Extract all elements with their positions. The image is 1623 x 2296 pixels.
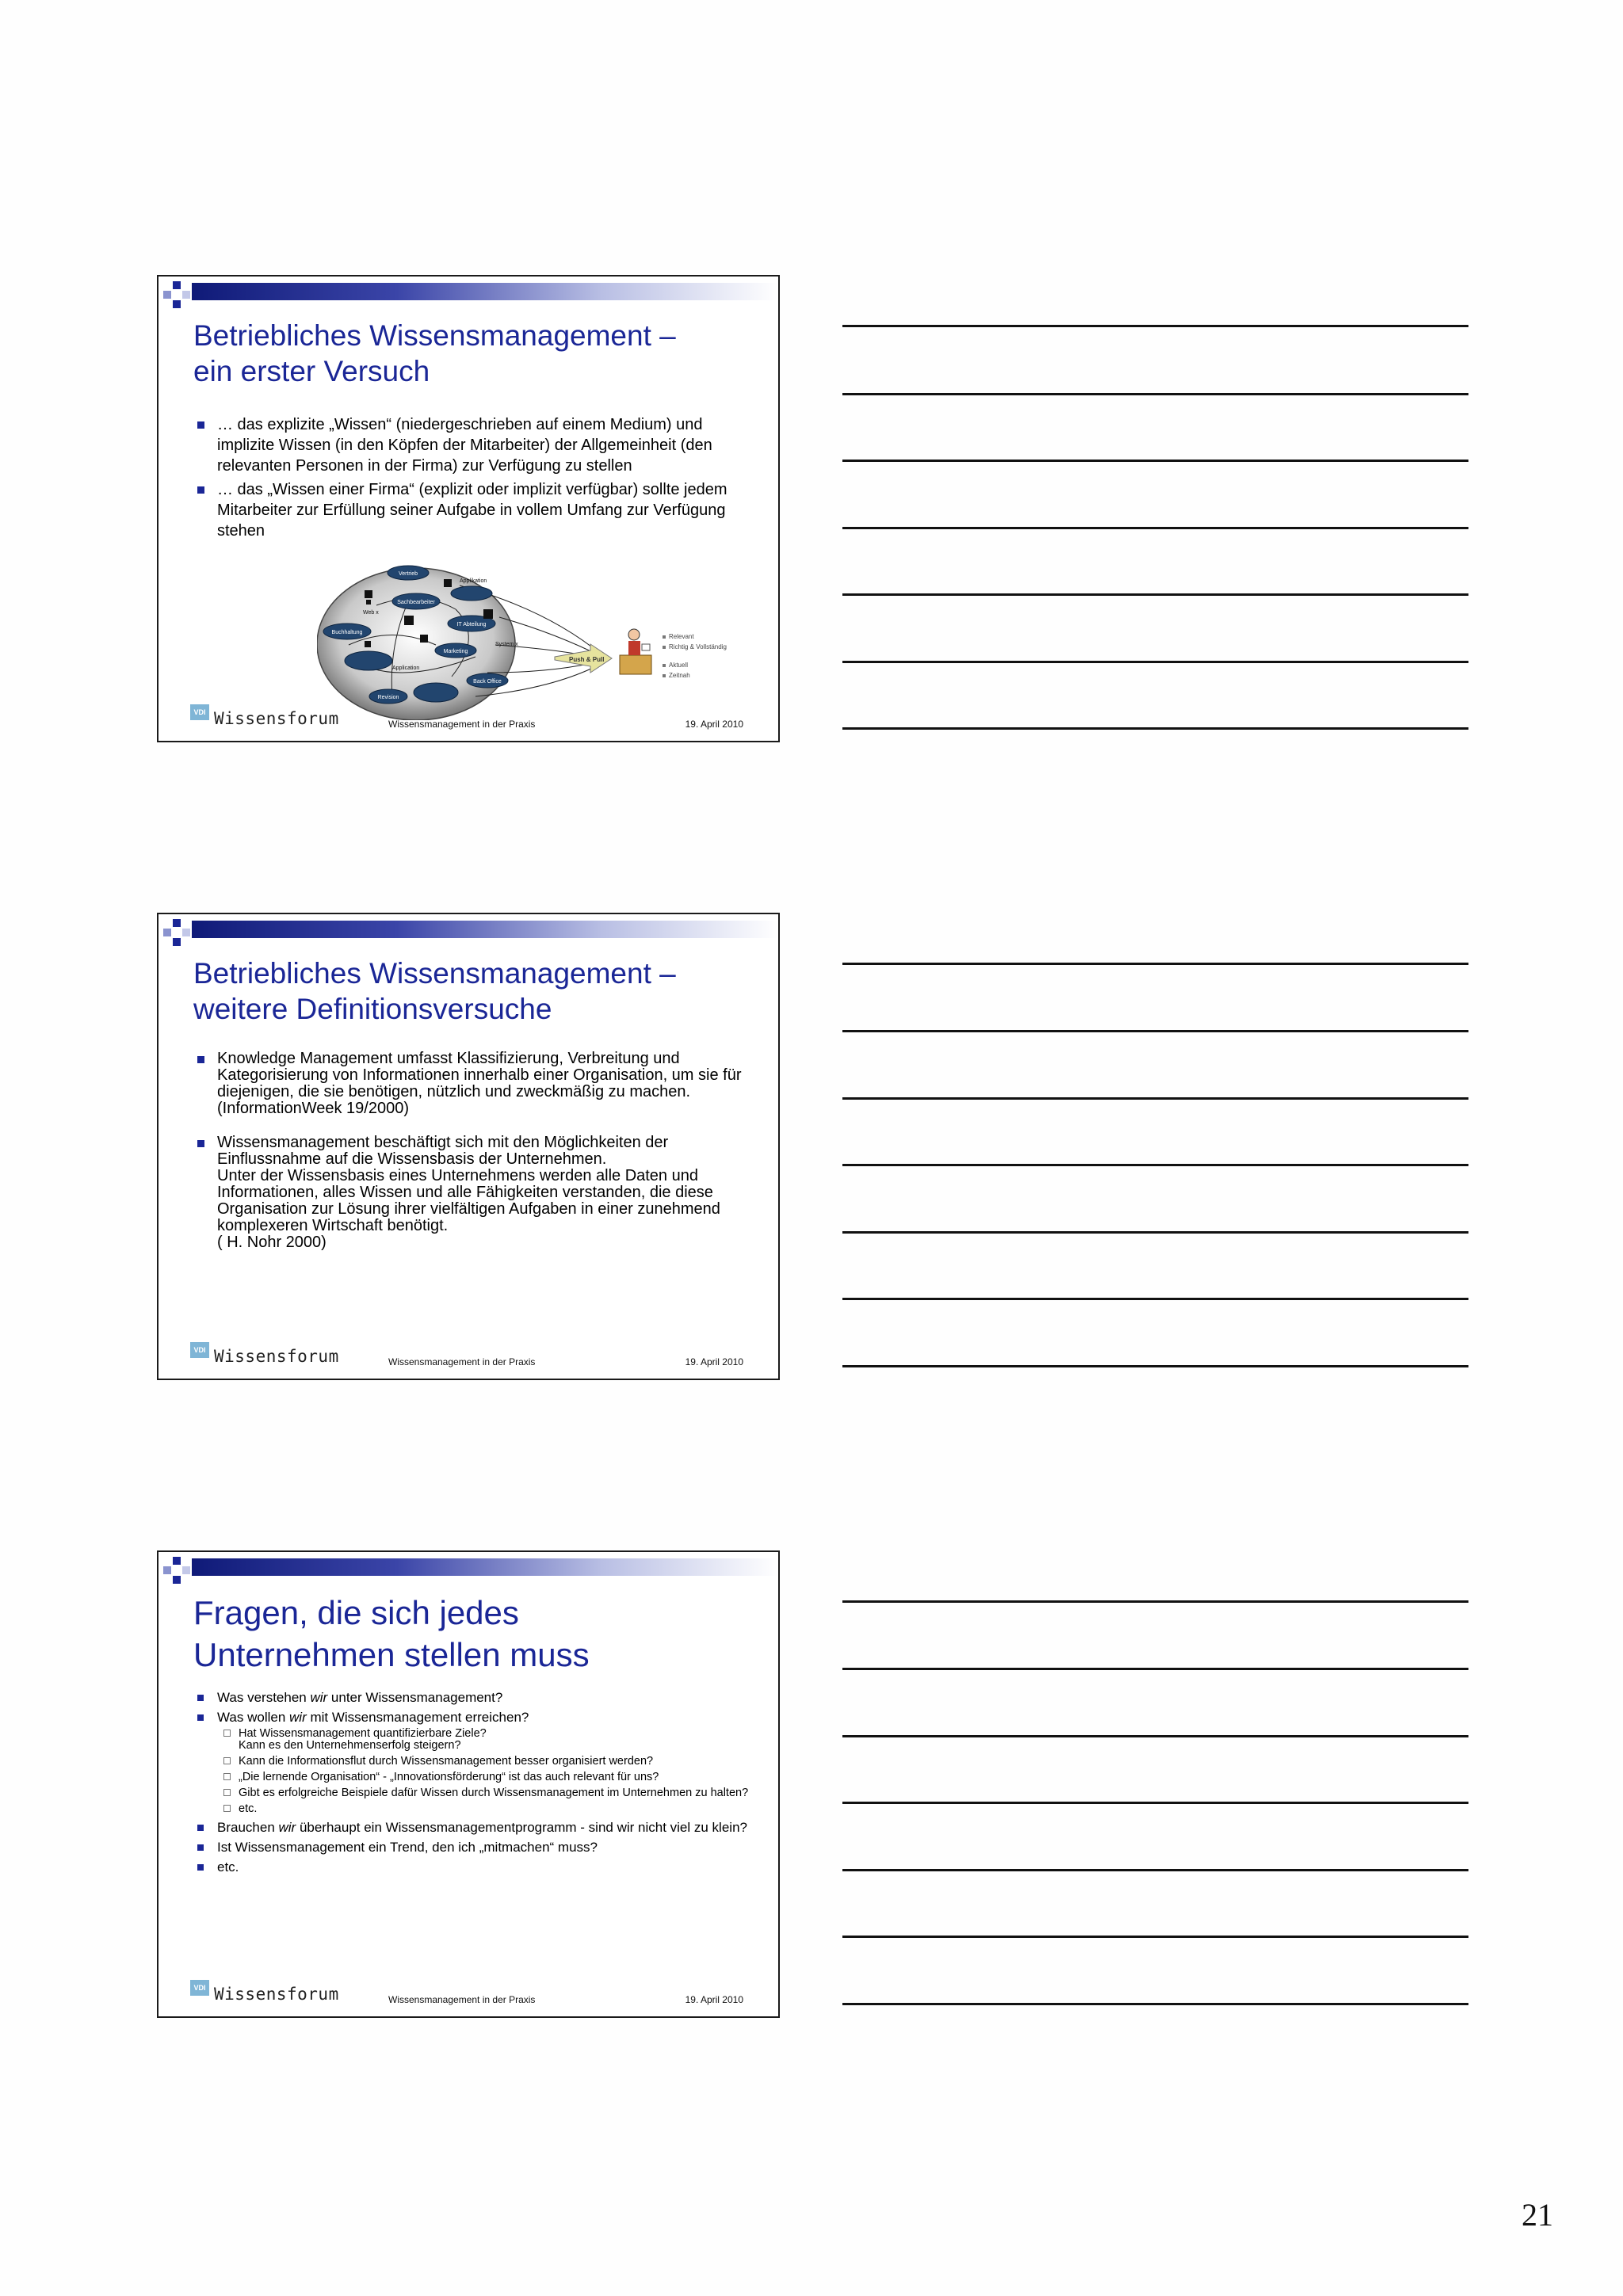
note-line bbox=[842, 661, 1468, 663]
footer-date: 19. April 2010 bbox=[685, 1994, 743, 2005]
question-list bbox=[195, 1690, 750, 1879]
note-line bbox=[842, 1668, 1468, 1670]
svg-text:Relevant: Relevant bbox=[669, 633, 694, 640]
node-label: Web x bbox=[363, 610, 379, 616]
footer-title: Wissensmanagement in der Praxis bbox=[388, 1356, 536, 1367]
note-line bbox=[842, 393, 1468, 395]
node-unternehmenskommunikation bbox=[345, 651, 392, 670]
bullet-list bbox=[195, 1051, 750, 1268]
question-item: Ist Wissensmanagement ein Trend, den ich „mitmachen“ muss? bbox=[195, 1840, 750, 1855]
sub-question-list bbox=[217, 1728, 750, 1815]
node-label: Application bbox=[392, 666, 420, 671]
bullet-item: Wissensmanagement beschäftigt sich mit den Möglichkeiten der Einflussnahme auf die Wissensbasis der Unternehmen. Unter der Wissensbasis eines Unternehmens werden alle Daten und Informationen, alles Wissen und alle Fähigkeiten verstanden, die diese Organisation zur Lösung ihrer vielfältigen Aufgaben in einer zunehmend komplexeren Wirtschaft benötigt. ( H. Nohr 2000) bbox=[195, 1135, 750, 1251]
question-item: Was wollen wir mit Wissensmanagement erreichen? Hat Wissensmanagement quantifizierbare Ziele? Kann es den Unternehmenserfolg steigern? Kann die Informationsflut durch Wissensmanagement besser organisiert werden? „Die lernende Organisation“ - „Innovationsförderung“ ist das auch relevant für uns? Gibt es erfolgreiche Beispiele dafür Wissen durch Wissensmanagement im Unternehmen zu halten? etc. bbox=[195, 1710, 750, 1815]
page-number: 21 bbox=[1522, 2197, 1553, 2233]
svg-text:Zeitnah: Zeitnah bbox=[669, 672, 690, 679]
sub-question-item: etc. bbox=[217, 1803, 750, 1815]
footer-title: Wissensmanagement in der Praxis bbox=[388, 719, 536, 730]
note-line bbox=[842, 460, 1468, 462]
footer-date: 19. April 2010 bbox=[685, 1356, 743, 1367]
note-line bbox=[842, 1030, 1468, 1032]
note-line bbox=[842, 527, 1468, 529]
slide-title: Fragen, die sich jedes Unternehmen stellen muss bbox=[193, 1594, 590, 1673]
criteria-list bbox=[663, 633, 727, 679]
note-line bbox=[842, 325, 1468, 327]
sub-question-item: Gibt es erfolgreiche Beispiele dafür Wissen durch Wissensmanagement im Unternehmen zu halten? bbox=[217, 1787, 750, 1799]
note-line bbox=[842, 963, 1468, 965]
node-label: Sachbearbeiter bbox=[397, 600, 435, 605]
bullet-item: … das explizite „Wissen“ (niedergeschrieben auf einem Medium) und implizite Wissen (in den Köpfen der Mitarbeiter) der Allgemeinheit (den relevanten Personen in der Firma) zur Verfügung zu stellen bbox=[195, 414, 750, 476]
sub-question-item: Hat Wissensmanagement quantifizierbare Ziele? Kann es den Unternehmenserfolg steigern? bbox=[217, 1728, 750, 1752]
slide-header-bar bbox=[192, 921, 778, 938]
note-line bbox=[842, 1097, 1468, 1100]
note-line bbox=[842, 1231, 1468, 1234]
node-label: Buchhaltung bbox=[331, 630, 363, 635]
question-item: Was verstehen wir unter Wissensmanagement? bbox=[195, 1690, 750, 1705]
svg-text:Richtig & Vollständig: Richtig & Vollständig bbox=[669, 643, 727, 650]
sub-question-item: Kann die Informationsflut durch Wissensmanagement besser organisiert werden? bbox=[217, 1756, 750, 1768]
slide-3: Fragen, die sich jedes Unternehmen stellen muss Was verstehen wir unter Wissensmanagement? Was wollen wir mit Wissensmanagement erreichen? Hat Wissensmanagement quantifizierbare Ziele? Kann es den Unternehmenserfolg steigern? Kann die Informationsflut durch Wissensmanagement besser organisiert werden? „Die lernende Organisation“ - „Innovationsförderung“ ist das auch relevant für uns? Gibt es erfolgreiche Beispiele dafür Wissen durch Wissensmanagement im Unternehmen zu halten? etc. Brauchen wir überhaupt ein Wissensmanagementprogramm - sind wir nicht viel zu klein? Ist Wissensmanagement ein Trend, den ich „mitmachen“ muss? etc. VDI Wissensforum Wissensmanagement in der Praxis 19. April 2010 bbox=[157, 1550, 780, 2018]
bullet-item: Knowledge Management umfasst Klassifizierung, Verbreitung und Kategorisierung von Informationen innerhalb einer Organisation, um sie für diejenigen, die sie benötigen, nützlich und zweckmäßig zu machen. (InformationWeek 19/2000) bbox=[195, 1051, 750, 1117]
footer-date: 19. April 2010 bbox=[685, 719, 743, 730]
node-label: IT Abteilung bbox=[456, 622, 487, 627]
question-item: Brauchen wir überhaupt ein Wissensmanagementprogramm - sind wir nicht viel zu klein? bbox=[195, 1820, 750, 1835]
note-line bbox=[842, 1735, 1468, 1737]
node-label: Marketing bbox=[443, 649, 468, 654]
node-label: Vertrieb bbox=[398, 571, 418, 577]
slide-title: Betriebliches Wissensmanagement – weitere Definitionsversuche bbox=[193, 957, 676, 1025]
slide-header-bar bbox=[192, 283, 778, 300]
slide-corner-squares bbox=[163, 1557, 203, 1593]
bullet-list bbox=[195, 414, 750, 544]
person-at-desk-icon bbox=[620, 629, 651, 674]
question-item: etc. bbox=[195, 1859, 750, 1875]
note-line bbox=[842, 2003, 1468, 2005]
bullet-item: … das „Wissen einer Firma“ (explizit oder implizit verfügbar) sollte jedem Mitarbeiter zur Erfüllung seiner Aufgabe in vollem Umfang zur Verfügung stehen bbox=[195, 479, 750, 541]
slide-title: Betriebliches Wissensmanagement – ein erster Versuch bbox=[193, 319, 676, 387]
note-line bbox=[842, 1802, 1468, 1804]
node-label: Revision bbox=[377, 695, 399, 700]
note-line bbox=[842, 1298, 1468, 1300]
svg-text:Aktuell: Aktuell bbox=[669, 662, 689, 669]
slide-header-bar bbox=[192, 1558, 778, 1576]
note-line bbox=[842, 1936, 1468, 1938]
knowledge-network-diagram bbox=[317, 562, 761, 720]
note-line bbox=[842, 1164, 1468, 1166]
slide-corner-squares bbox=[163, 919, 203, 955]
node-label: System x bbox=[495, 642, 518, 647]
slide-1: Betriebliches Wissensmanagement – ein erster Versuch … das explizite „Wissen“ (niedergeschrieben auf einem Medium) und implizite Wissen (in den Köpfen der Mitarbeiter) der Allgemeinheit (den relevanten Personen in der Firma) zur Verfügung zu stellen … das „Wissen einer Firma“ (explizit oder implizit verfügbar) sollte jedem Mitarbeiter zur Erfüllung seiner Aufgabe in vollem Umfang zur Verfügung stehen Vertrieb Sachbearbeiter Buchhaltung IT Abteilung Marketing Revision Back Office Web x Applikation Application System x Push & Pull Relevant Richtig & Vollständig Aktuell Zeitnah VDI Wissensforum Wissensmanagement in der Praxis 19. April 2010 bbox=[157, 275, 780, 742]
sub-question-item: „Die lernende Organisation“ - „Innovationsförderung“ ist das auch relevant für uns? bbox=[217, 1772, 750, 1783]
node-applikation bbox=[451, 586, 492, 601]
note-line bbox=[842, 593, 1468, 596]
node-label: Back Office bbox=[473, 679, 502, 685]
note-line bbox=[842, 1869, 1468, 1871]
note-line bbox=[842, 1365, 1468, 1367]
note-line bbox=[842, 1600, 1468, 1603]
slide-corner-squares bbox=[163, 281, 203, 318]
note-line bbox=[842, 727, 1468, 730]
footer-title: Wissensmanagement in der Praxis bbox=[388, 1994, 536, 2005]
node-risikomanagement bbox=[414, 683, 458, 702]
push-pull-label: Push & Pull bbox=[569, 656, 605, 663]
node-label: Applikation bbox=[460, 578, 487, 584]
slide-2: Betriebliches Wissensmanagement – weitere Definitionsversuche Knowledge Management umfasst Klassifizierung, Verbreitung und Kategorisierung von Informationen innerhalb einer Organisation, um sie für diejenigen, die sie benötigen, nützlich und zweckmäßig zu machen. (InformationWeek 19/2000) Wissensmanagement beschäftigt sich mit den Möglichkeiten der Einflussnahme auf die Wissensbasis der Unternehmen. Unter der Wissensbasis eines Unternehmens werden alle Daten und Informationen, alles Wissen und alle Fähigkeiten verstanden, die diese Organisation zur Lösung ihrer vielfältigen Aufgaben in einer zunehmend komplexeren Wirtschaft benötigt. ( H. Nohr 2000) VDI Wissensforum Wissensmanagement in der Praxis 19. April 2010 bbox=[157, 913, 780, 1380]
